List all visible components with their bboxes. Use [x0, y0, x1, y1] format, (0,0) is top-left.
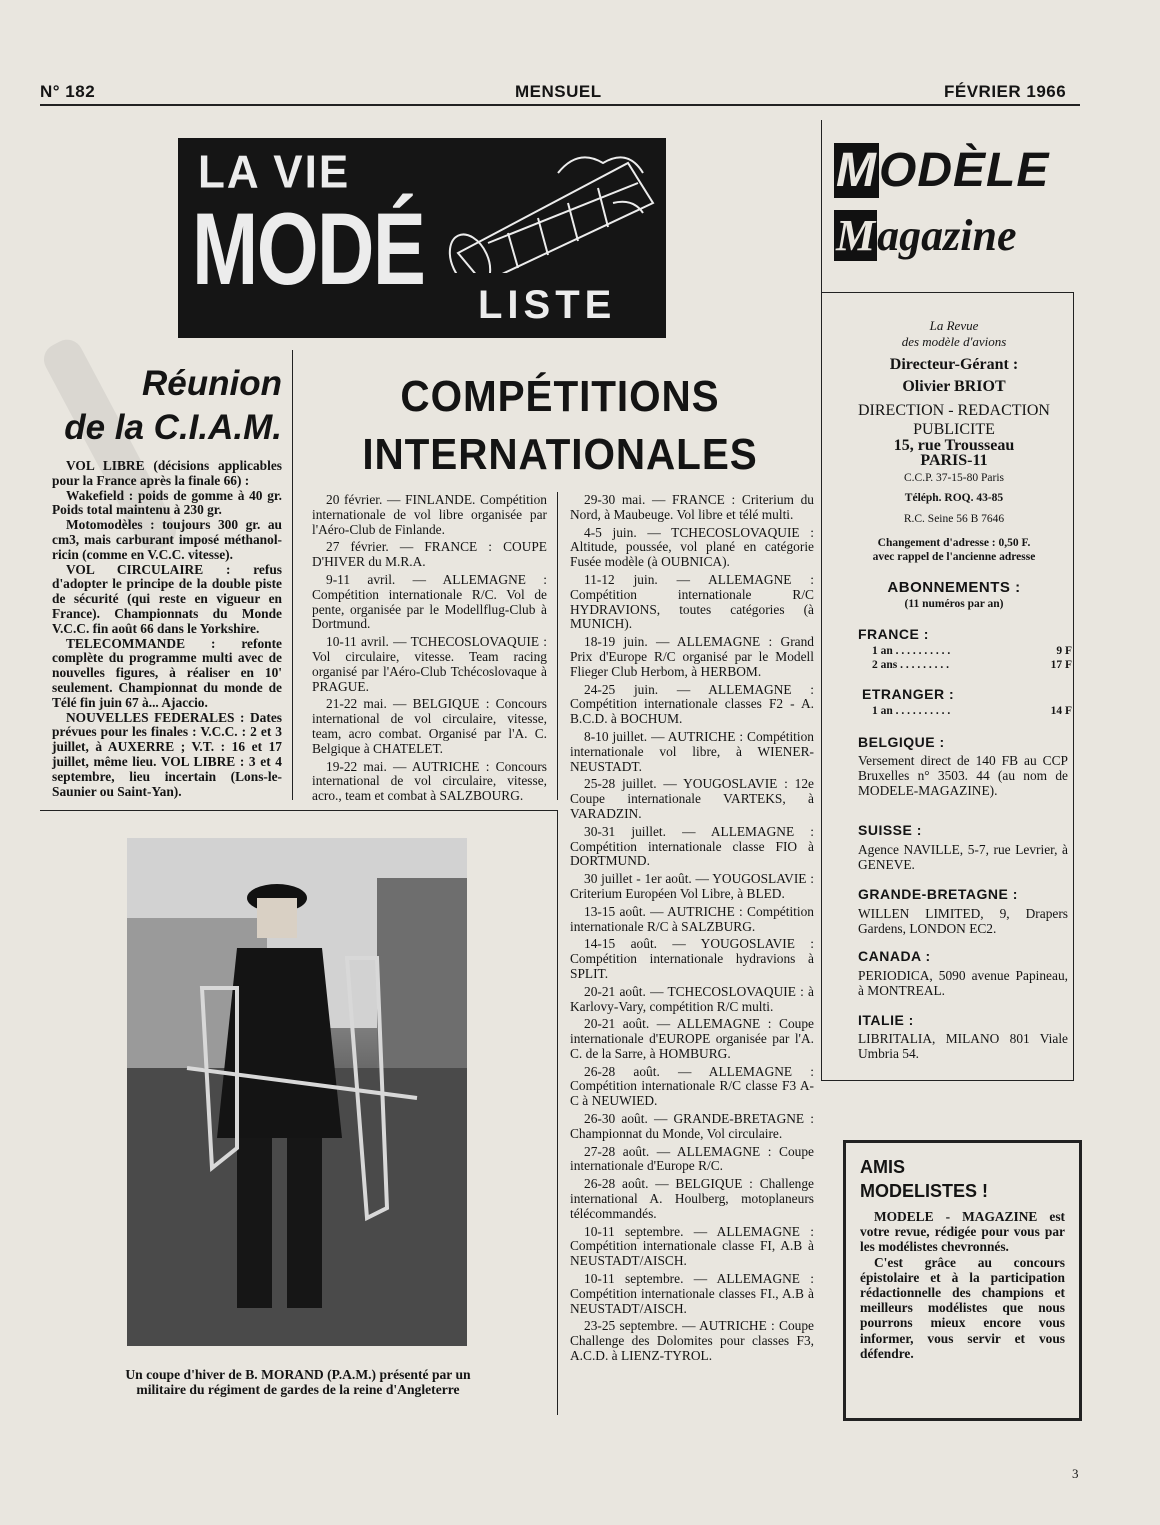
frequency: MENSUEL	[515, 82, 602, 101]
competition-item: 10-11 avril. — TCHECOSLOVAQUIE : Vol circulaire, vitesse. Team racing organisé par l'Aéro-Club Tchécoslovaque à PRAGUE.	[312, 634, 547, 694]
rc-number: R.C. Seine 56 B 7646	[903, 513, 1005, 525]
masthead-magazine: Magazine	[836, 211, 1017, 260]
competition-item: 30-31 juillet. — ALLEMAGNE : Compétition internationale classe FIO à DORTMUND.	[570, 823, 814, 869]
amis-title-line1: AMIS	[860, 1157, 905, 1177]
competition-item: 20-21 août. — TCHECOSLOVAQUIE : à Karlovy-Vary, compétition R/C multi.	[570, 983, 814, 1014]
masthead-modele-rest: ODÈLE	[878, 144, 1050, 197]
canada-label: CANADA :	[858, 948, 931, 964]
address-line1: 15, rue Trousseau	[893, 437, 1015, 454]
ciam-title-line2: de la C.I.A.M.	[64, 408, 282, 447]
ciam-paragraph: VOL LIBRE (décisions applicables pour la France après la finale 66) :	[52, 458, 282, 488]
rate-row: 1 an . . . . . . . . . . 14 F	[872, 705, 1072, 717]
competition-item: 10-11 septembre. — ALLEMAGNE : Compétition internationale classe FI, A.B à NEUSTADT/AISCH.	[570, 1223, 814, 1269]
competition-item: 4-5 juin. — TCHECOSLOVAQUIE : Altitude, poussée, vol plané en catégorie Fusée modèle (à OUBNICA).	[570, 524, 814, 570]
la-vie-modeliste-banner	[178, 138, 666, 338]
ciam-title	[60, 362, 282, 450]
competition-item: 26-28 août. — ALLEMAGNE : Compétition internationale R/C classe F3 A-C à NEUWIED.	[570, 1063, 814, 1109]
amis-content	[860, 1155, 1065, 1361]
sidebar-right-rule	[1073, 292, 1074, 1080]
revue-subtitle	[836, 318, 1072, 350]
competition-item: 26-28 août. — BELGIQUE : Challenge international A. Houlberg, motoplaneurs télécommandés.	[570, 1176, 814, 1221]
competition-item: 11-12 juin. — ALLEMAGNE : Compétition internationale R/C HYDRAVIONS, toutes catégories (à MUNICH).	[570, 571, 814, 632]
competition-item: 20-21 août. — ALLEMAGNE : Coupe internationale d'EUROPE organisée par l'A. C. de la Sarre, à HOMBURG.	[570, 1016, 814, 1061]
gb-label: GRANDE-BRETAGNE :	[858, 886, 1018, 902]
change-address-2: avec rappel de l'ancienne adresse	[872, 551, 1036, 563]
issue-number: N° 182	[40, 82, 96, 101]
competition-item: 14-15 août. — YOUGOSLAVIE : Compétition internationale hydravions à SPLIT.	[570, 936, 814, 981]
gb-text: WILLEN LIMITED, 9, Drapers Gardens, LONDON EC2.	[858, 906, 1068, 936]
sidebar-bottom-rule	[821, 1080, 1074, 1081]
competitions-column-2	[570, 493, 814, 1367]
issue-date: FÉVRIER 1966	[944, 82, 1067, 101]
competition-item: 24-25 juin. — ALLEMAGNE : Compétition internationale classes F2 - A. B.C.D. à BOCHUM.	[570, 681, 814, 727]
masthead-modele: MODÈLE	[836, 144, 1050, 197]
competition-item: 21-22 mai. — BELGIQUE : Concours international de vol circulaire, vitesse, team, acro combat. Organisé par l'A. C. Belgique à CHATELET.	[312, 696, 547, 756]
competition-item: 20 février. — FINLANDE. Compétition internationale de vol libre organisée par l'Aéro-Club de Finlande.	[312, 492, 547, 537]
column-rule-2b	[557, 810, 558, 1415]
competitions-column-1	[312, 493, 547, 807]
numeros-par-an: (11 numéros par an)	[904, 598, 1004, 610]
column-rule-1	[292, 350, 293, 800]
competition-item: 10-11 septembre. — ALLEMAGNE : Compétition internationale classes FI., A.B à NEUSTADT/AISCH.	[570, 1271, 814, 1316]
amis-modelistes-box	[843, 1140, 1082, 1421]
header-rule	[40, 104, 1080, 106]
photo-soldier-with-model-glider	[127, 838, 467, 1346]
competition-item: 13-15 août. — AUTRICHE : Compétition internationale R/C à SALZBURG.	[570, 903, 814, 934]
ciam-paragraph: NOUVELLES FEDERALES : Dates prévues pour les finales : V.C.C. : 2 et 3 juillet, à AUXERRE ; V.T. : 16 et 17 juillet, même lieu. VOL LIBRE : 3 et 4 septembre, lieu incertain (Lons-le-Saunier ou Saint-Yan).	[52, 709, 282, 799]
ccp: C.C.P. 37-15-80 Paris	[904, 472, 1004, 484]
competition-item: 27 février. — FRANCE : COUPE D'HIVER du M.R.A.	[312, 539, 547, 570]
competition-item: 18-19 juin. — ALLEMAGNE : Grand Prix d'Europe R/C organisé par le Modell Flieger Club Herbom, à HERBOM.	[570, 634, 814, 679]
competition-item: 26-30 août. — GRANDE-BRETAGNE : Championnat du Monde, Vol circulaire.	[570, 1111, 814, 1141]
revue-line1: La Revue	[929, 318, 979, 333]
amis-paragraph: C'est grâce au concours épistolaire et à la participation rédactionnelle des champions et meilleurs modélistes que nous pourrons mieux encore vous informer, vous servir et vous défendre.	[860, 1254, 1065, 1361]
amis-paragraph: MODELE - MAGAZINE est votre revue, rédigée pour vous par les modélistes chevronnés.	[860, 1209, 1065, 1255]
director-name: Olivier BRIOT	[902, 378, 1006, 395]
competitions-title-line2: INTERNATIONALES	[362, 430, 758, 479]
competition-item: 25-28 juillet. — YOUGOSLAVIE : 12e Coupe internationale VARTEKS, à VARADZIN.	[570, 776, 814, 821]
banner-liste: LISTE	[478, 283, 617, 327]
column-rule-2	[557, 492, 558, 800]
competition-item: 8-10 juillet. — AUTRICHE : Compétition internationale vol libre, à WIENER-NEUSTADT.	[570, 728, 814, 774]
ciam-paragraph: TELECOMMANDE : refonte complète du programme multi avec de nouvelles figures, à réaliser en 10' seulement. Championnat du monde de Télé fin juin 67 à... Ajaccio.	[52, 635, 282, 710]
competition-item: 29-30 mai. — FRANCE : Criterium du Nord, à Maubeuge. Vol libre et télé multi.	[570, 492, 814, 522]
competition-item: 9-11 avril. — ALLEMAGNE : Compétition internationale R/C. Vol de pente, organisée par le Modellflug-Club à Dortmund.	[312, 571, 547, 632]
photo-illustration	[127, 838, 467, 1346]
rate-row: 1 an . . . . . . . . . . 9 F	[872, 645, 1072, 657]
direction-line2: PUBLICITE	[913, 421, 995, 438]
etranger-rates	[872, 704, 1072, 718]
phone: Téléph. ROQ. 43-85	[904, 492, 1004, 504]
ciam-paragraph: Wakefield : poids de gomme à 40 gr. Poids total maintenu à 230 gr.	[52, 487, 282, 518]
address-line2: PARIS-11	[920, 452, 988, 469]
ciam-article	[52, 459, 282, 799]
competition-item: 30 juillet - 1er août. — YOUGOSLAVIE : Criterium Européen Vol Libre, à BLED.	[570, 871, 814, 901]
belgique-label: BELGIQUE :	[858, 734, 945, 750]
ciam-paragraph: VOL CIRCULAIRE : refus d'adopter le principe de la double piste de sécurité (qui reste en vigueur en France). Championnats du Monde V.C.C. fin août 66 dans le Yorkshire.	[52, 561, 282, 636]
direction-line1: DIRECTION - REDACTION	[858, 402, 1050, 419]
italie-text: LIBRITALIA, MILANO 801 Viale Umbria 54.	[858, 1031, 1068, 1061]
italie-label: ITALIE :	[858, 1012, 914, 1028]
banner-la-vie: LA VIE	[198, 146, 351, 199]
belgique-text: Versement direct de 140 FB au CCP Bruxelles n° 3503. 44 (au nom de MODELE-MAGAZINE).	[858, 753, 1068, 798]
masthead-rule	[821, 292, 1073, 293]
telescope-illustration	[448, 143, 663, 273]
horizontal-rule	[40, 810, 557, 811]
change-address-1: Changement d'adresse : 0,50 F.	[877, 537, 1031, 549]
competition-item: 27-28 août. — ALLEMAGNE : Coupe internationale d'Europe R/C.	[570, 1143, 814, 1174]
france-rates	[872, 644, 1072, 672]
france-label: FRANCE :	[858, 626, 929, 642]
ciam-title-line1: Réunion	[142, 364, 282, 403]
revue-line2: des modèle d'avions	[901, 334, 1007, 349]
competition-item: 19-22 mai. — AUTRICHE : Concours international de vol circulaire, vitesse, acro., team et combat à SALZBOURG.	[312, 758, 547, 804]
etranger-label: ETRANGER :	[862, 686, 955, 702]
competitions-title	[321, 368, 799, 484]
amis-title-line2: MODELISTES !	[860, 1181, 989, 1201]
suisse-text: Agence NAVILLE, 5-7, rue Levrier, à GENEVE.	[858, 842, 1068, 872]
page-number: 3	[1072, 1466, 1079, 1481]
director-label: Directeur-Gérant :	[889, 356, 1019, 373]
suisse-label: SUISSE :	[858, 822, 922, 838]
column-rule-3	[821, 120, 822, 1080]
competitions-title-line1: COMPÉTITIONS	[400, 372, 720, 421]
banner-mode: MODÉ	[192, 192, 425, 306]
ciam-paragraph: Motomodèles : toujours 300 gr. au cm3, mais carburant imposé méthanol-ricin (comme en V.C.C. vitesse).	[52, 517, 282, 562]
photo-caption: Un coupe d'hiver de B. MORAND (P.A.M.) présenté par un militaire du régiment de gardes de la reine d'Angleterre	[125, 1367, 471, 1397]
rate-row: 2 ans . . . . . . . . . 17 F	[872, 659, 1072, 671]
abonnements-heading: ABONNEMENTS :	[887, 579, 1021, 596]
canada-text: PERIODICA, 5090 avenue Papineau, à MONTREAL.	[858, 968, 1068, 998]
competition-item: 23-25 septembre. — AUTRICHE : Coupe Challenge des Dolomites pour classes F3, A.C.D. à LIENZ-TYROL.	[570, 1318, 814, 1364]
